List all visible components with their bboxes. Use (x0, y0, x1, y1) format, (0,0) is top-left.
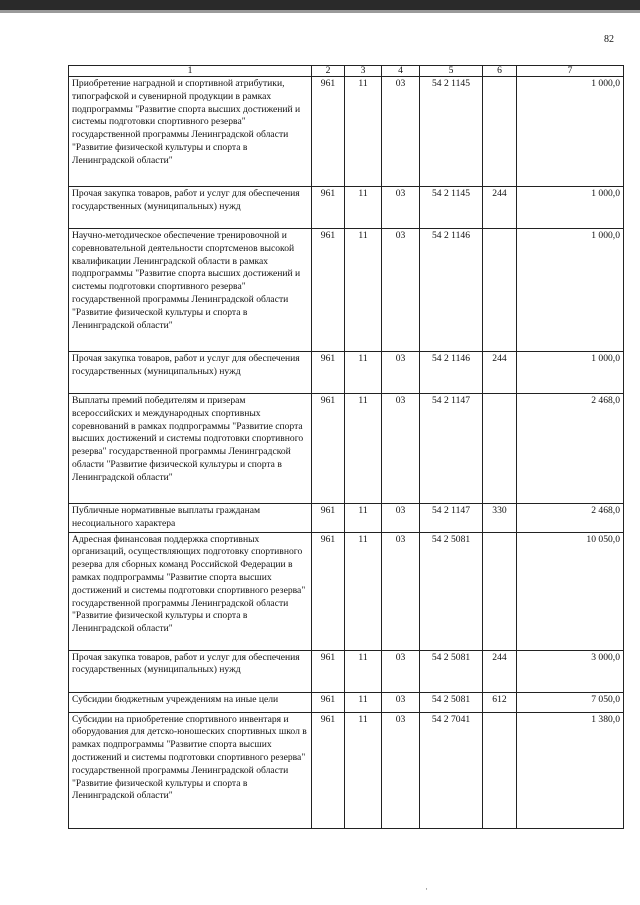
row-name: Субсидии бюджетным учреждениям на иные цели (69, 692, 312, 712)
row-amount: 7 050,0 (517, 692, 624, 712)
table-row (69, 352, 624, 394)
row-section-code: 11 (345, 712, 382, 828)
row-section-code: 11 (345, 229, 382, 352)
row-target-code: 54 2 7041 (420, 712, 483, 828)
row-ministry-code: 961 (312, 504, 345, 533)
row-amount: 1 000,0 (517, 352, 624, 394)
row-name: Адресная финансовая поддержка спортивных организаций, осуществляющих подготовку спортивного резерва для сборных команд Российской Федерации в рамках подпрограммы "Развитие спорта высших достижений и системы подготовки спортивного резерва" государственной программы Ленинградской области "Развитие физической культуры и спорта в Ленинградской области" (69, 532, 312, 650)
row-expense-type (483, 712, 517, 828)
table-row (69, 532, 624, 650)
row-ministry-code: 961 (312, 532, 345, 650)
row-ministry-code: 961 (312, 187, 345, 229)
row-ministry-code: 961 (312, 77, 345, 187)
row-subsection-code: 03 (382, 712, 420, 828)
header-col-4: 4 (382, 66, 420, 77)
table-row (69, 504, 624, 533)
row-subsection-code: 03 (382, 692, 420, 712)
row-name: Прочая закупка товаров, работ и услуг для обеспечения государственных (муниципальных) нужд (69, 650, 312, 692)
row-amount: 1 000,0 (517, 229, 624, 352)
table-row (69, 77, 624, 187)
row-subsection-code: 03 (382, 504, 420, 533)
row-target-code: 54 2 1147 (420, 394, 483, 504)
row-name: Субсидии на приобретение спортивного инвентаря и оборудования для детско-юношеских спортивных школ в рамках подпрограммы "Развитие спорта высших достижений и системы подготовки спортивного резерва" государственной программы Ленинградской области "Развитие физической культуры и спорта в Ленинградской области" (69, 712, 312, 828)
row-name: Публичные нормативные выплаты гражданам несоциального характера (69, 504, 312, 533)
page-number: 82 (604, 34, 614, 45)
row-section-code: 11 (345, 77, 382, 187)
table-row (69, 692, 624, 712)
row-amount: 1 380,0 (517, 712, 624, 828)
row-name: Прочая закупка товаров, работ и услуг для обеспечения государственных (муниципальных) нужд (69, 352, 312, 394)
row-ministry-code: 961 (312, 692, 345, 712)
row-ministry-code: 961 (312, 352, 345, 394)
header-col-5: 5 (420, 66, 483, 77)
row-target-code: 54 2 1147 (420, 504, 483, 533)
row-subsection-code: 03 (382, 532, 420, 650)
row-target-code: 54 2 5081 (420, 650, 483, 692)
scan-top-edge-shadow (0, 10, 640, 13)
row-amount: 2 468,0 (517, 504, 624, 533)
row-name: Прочая закупка товаров, работ и услуг для обеспечения государственных (муниципальных) нужд (69, 187, 312, 229)
table-row (69, 187, 624, 229)
row-target-code: 54 2 1146 (420, 229, 483, 352)
row-ministry-code: 961 (312, 650, 345, 692)
row-target-code: 54 2 1146 (420, 352, 483, 394)
table-row (69, 394, 624, 504)
row-section-code: 11 (345, 692, 382, 712)
header-col-7: 7 (517, 66, 624, 77)
row-ministry-code: 961 (312, 229, 345, 352)
row-section-code: 11 (345, 352, 382, 394)
table-row (69, 712, 624, 828)
row-subsection-code: 03 (382, 77, 420, 187)
row-section-code: 11 (345, 532, 382, 650)
row-section-code: 11 (345, 650, 382, 692)
row-amount: 10 050,0 (517, 532, 624, 650)
row-expense-type: 244 (483, 187, 517, 229)
budget-table (68, 65, 624, 829)
table-row (69, 229, 624, 352)
row-subsection-code: 03 (382, 352, 420, 394)
row-expense-type: 244 (483, 352, 517, 394)
row-ministry-code: 961 (312, 394, 345, 504)
row-subsection-code: 03 (382, 229, 420, 352)
row-subsection-code: 03 (382, 187, 420, 229)
row-expense-type (483, 229, 517, 352)
row-name: Выплаты премий победителям и призерам всероссийских и международных спортивных соревнований в рамках подпрограммы "Развитие спорта высших достижений и системы подготовки спортивного резерва" государственной программы Ленинградской области "Развитие физической культуры и спорта в Ленинградской области" (69, 394, 312, 504)
row-target-code: 54 2 1145 (420, 77, 483, 187)
row-subsection-code: 03 (382, 650, 420, 692)
row-name: Приобретение наградной и спортивной атрибутики, типографской и сувенирной продукции в рамках подпрограммы "Развитие спорта высших достижений и системы подготовки спортивного резерва" государственной программы Ленинградской области "Развитие физической культуры и спорта в Ленинградской области" (69, 77, 312, 187)
table-row (69, 650, 624, 692)
row-subsection-code: 03 (382, 394, 420, 504)
header-col-1: 1 (69, 66, 312, 77)
row-target-code: 54 2 1145 (420, 187, 483, 229)
row-section-code: 11 (345, 187, 382, 229)
header-col-2: 2 (312, 66, 345, 77)
row-target-code: 54 2 5081 (420, 692, 483, 712)
row-expense-type: 330 (483, 504, 517, 533)
row-section-code: 11 (345, 394, 382, 504)
row-expense-type (483, 394, 517, 504)
row-target-code: 54 2 5081 (420, 532, 483, 650)
row-amount: 3 000,0 (517, 650, 624, 692)
row-expense-type (483, 77, 517, 187)
row-expense-type (483, 532, 517, 650)
scan-speck: · (425, 884, 428, 894)
row-amount: 1 000,0 (517, 187, 624, 229)
row-amount: 1 000,0 (517, 77, 624, 187)
header-col-6: 6 (483, 66, 517, 77)
header-col-3: 3 (345, 66, 382, 77)
row-section-code: 11 (345, 504, 382, 533)
scan-top-edge (0, 0, 640, 10)
row-expense-type: 612 (483, 692, 517, 712)
table-header-row (69, 66, 624, 77)
row-amount: 2 468,0 (517, 394, 624, 504)
row-expense-type: 244 (483, 650, 517, 692)
row-ministry-code: 961 (312, 712, 345, 828)
row-name: Научно-методическое обеспечение тренировочной и соревновательной деятельности спортсменов высокой квалификации Ленинградской области в рамках подпрограммы "Развитие спорта высших достижений и системы подготовки спортивного резерва" государственной программы Ленинградской области "Развитие физической культуры и спорта в Ленинградской области" (69, 229, 312, 352)
